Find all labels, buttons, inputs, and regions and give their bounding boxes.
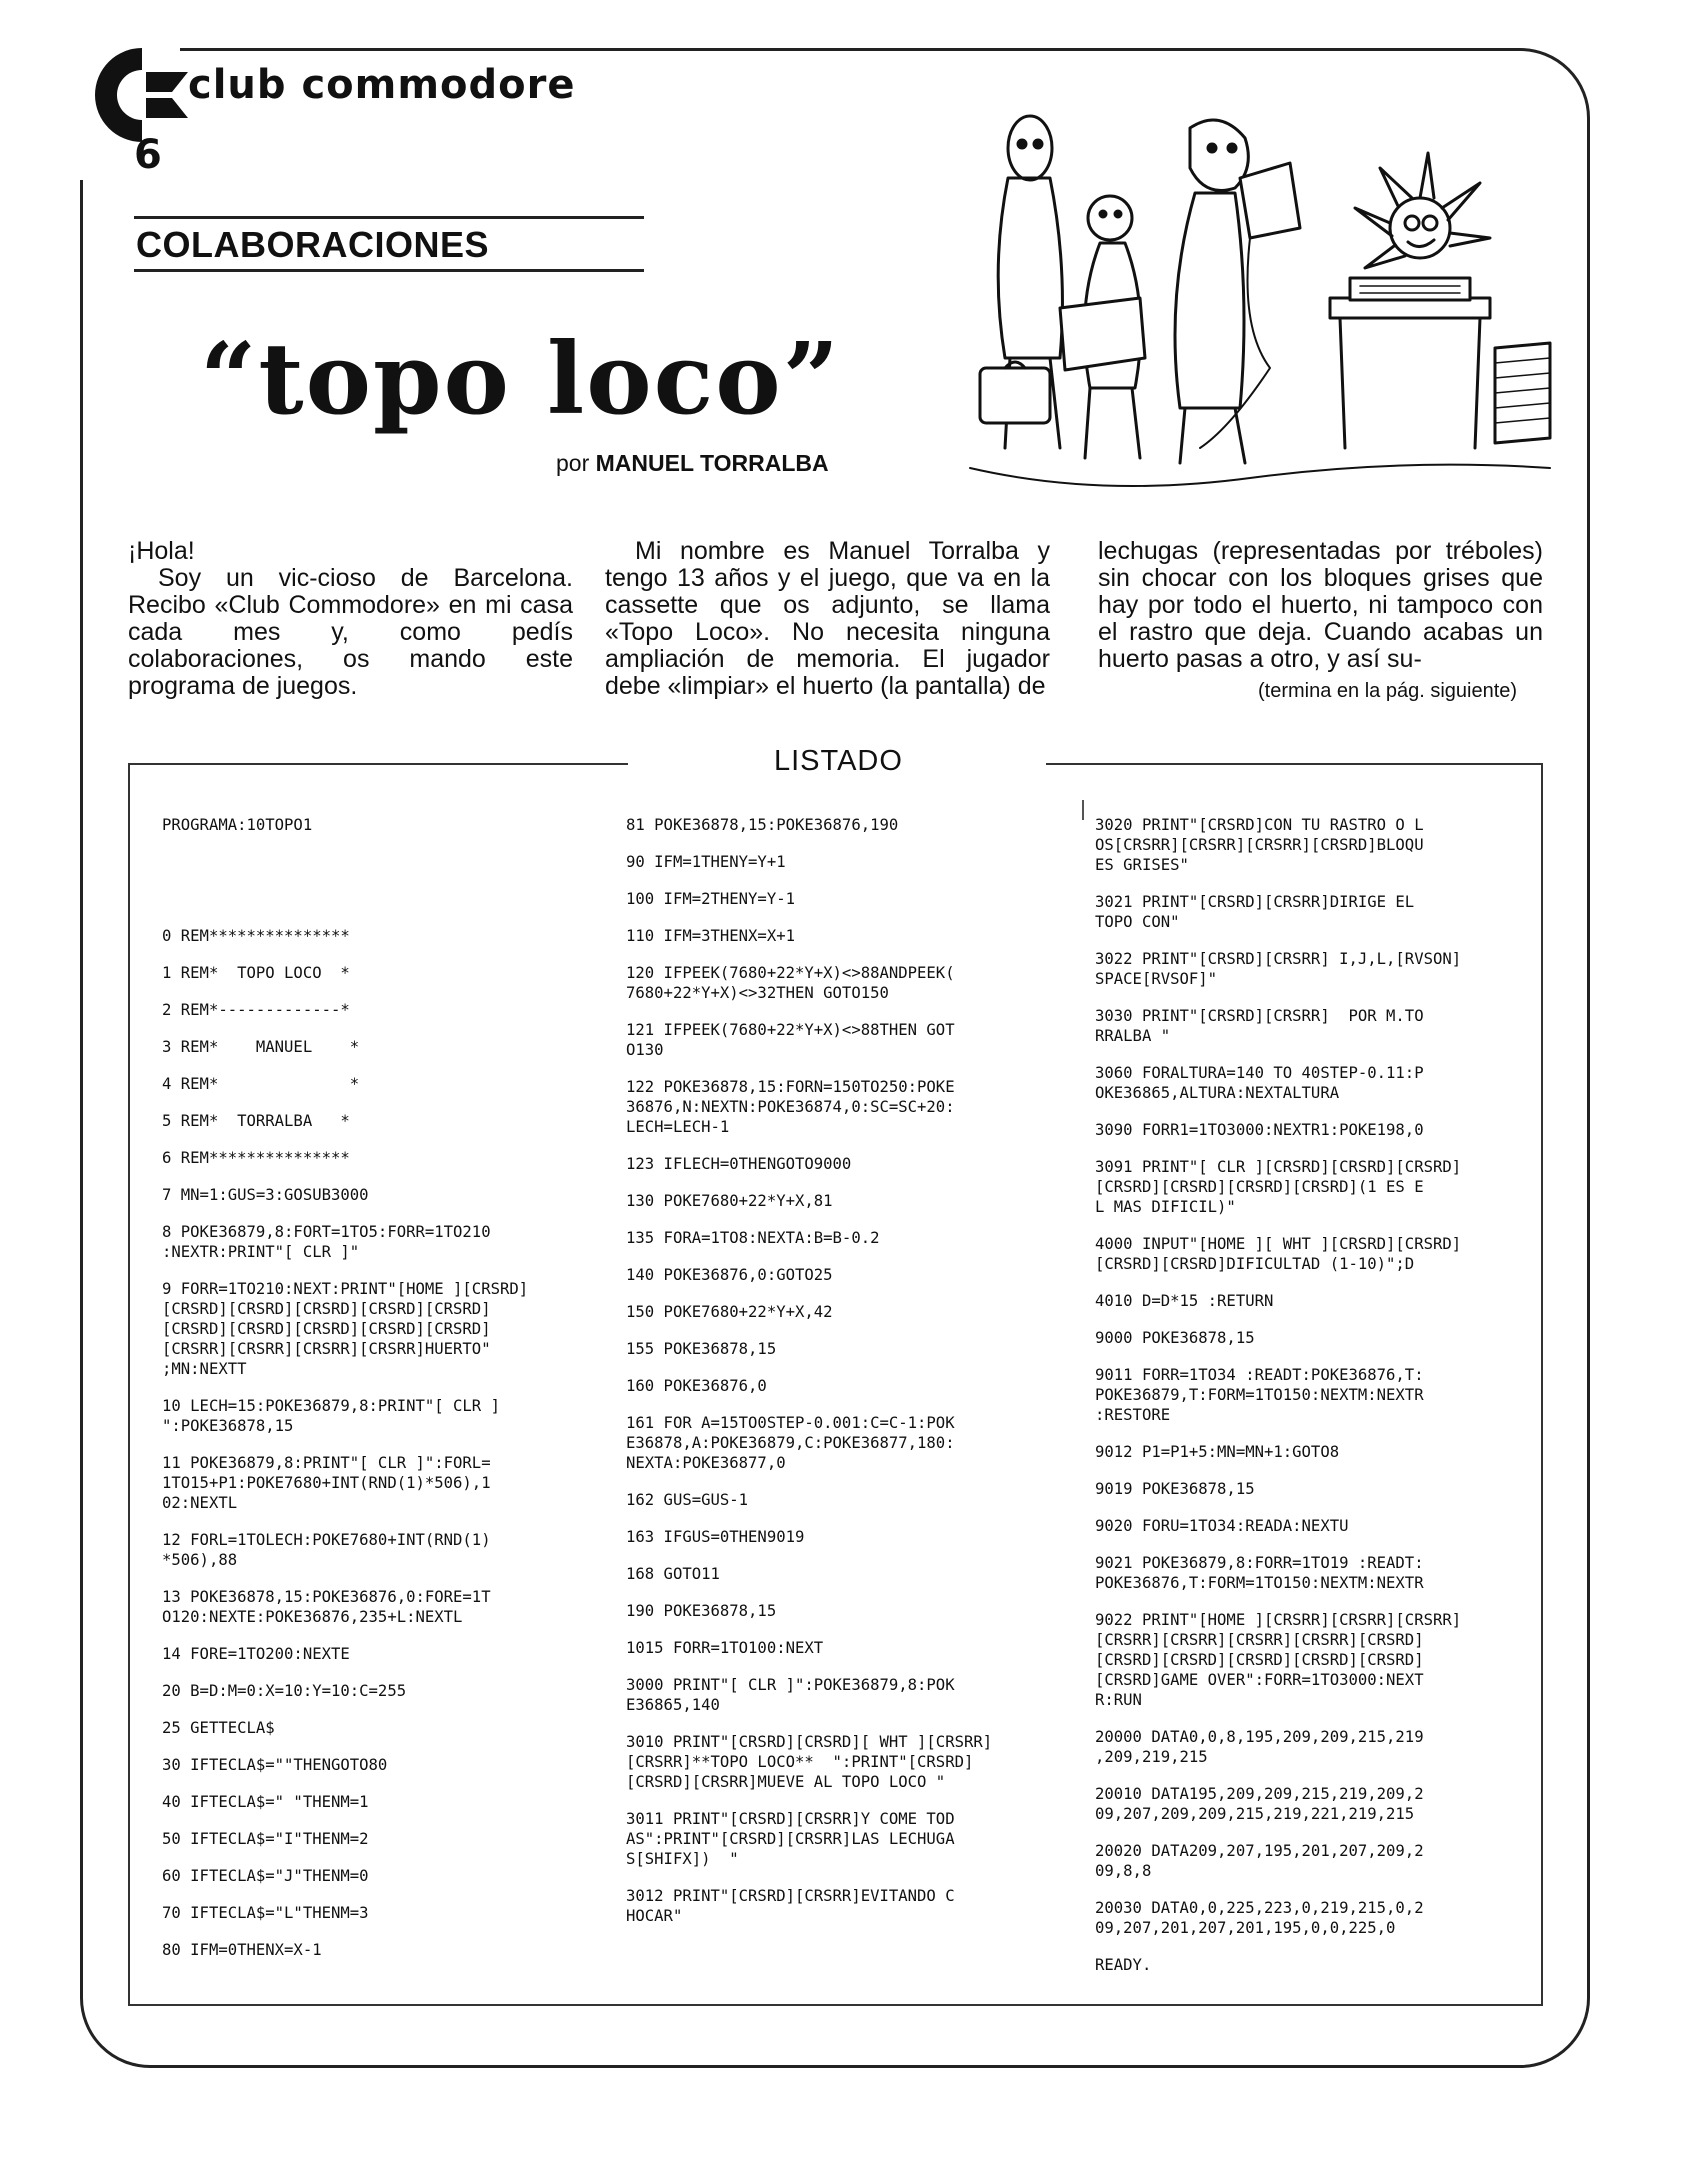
code-line: 50 IFTECLA$="I"THENM=2 xyxy=(162,1830,369,1848)
code-line: 1 REM* TOPO LOCO * xyxy=(162,964,350,982)
byline-prefix: por xyxy=(556,450,590,476)
code-line: 30 IFTECLA$=""THENGOTO80 xyxy=(162,1756,388,1774)
article-column-2 xyxy=(605,538,1050,700)
code-line: 10 LECH=15:POKE36879,8:PRINT"[ CLR ] ":POKE36878,15 xyxy=(162,1397,500,1435)
code-line: 150 POKE7680+22*Y+X,42 xyxy=(626,1303,833,1321)
code-line: 4010 D=D*15 :RETURN xyxy=(1095,1292,1274,1310)
code-line: 4000 INPUT"[HOME ][ WHT ][CRSRD][CRSRD] [CRSRD][CRSRD]DIFICULTAD (1-10)";D xyxy=(1095,1235,1462,1273)
code-line: 11 POKE36879,8:PRINT"[ CLR ]":FORL= 1TO15+P1:POKE7680+INT(RND(1)*506),1 02:NEXTL xyxy=(162,1454,491,1512)
code-line: 3021 PRINT"[CRSRD][CRSRR]DIRIGE EL TOPO CON" xyxy=(1095,893,1415,931)
code-line: 20000 DATA0,0,8,195,209,209,215,219 ,209,219,215 xyxy=(1095,1728,1424,1766)
code-line: 3011 PRINT"[CRSRD][CRSRR]Y COME TOD AS":PRINT"[CRSRD][CRSRR]LAS LECHUGA S[SHIFX]) " xyxy=(626,1810,955,1868)
code-line: 130 POKE7680+22*Y+X,81 xyxy=(626,1192,833,1210)
code-line xyxy=(162,852,602,872)
listing-title: LISTADO xyxy=(774,745,903,777)
article-column-3 xyxy=(1098,538,1543,673)
code-line: 3000 PRINT"[ CLR ]":POKE36879,8:POK E36865,140 xyxy=(626,1676,955,1714)
paragraph: Mi nombre es Manuel Torralba y tengo 13 años y el juego, que va en la cassette que os adjunto, se llama «Topo Loco». No necesita ninguna ampliación de memoria. El jugador debe «limpiar» el huerto (la pantalla) de xyxy=(605,537,1050,700)
code-line: 135 FORA=1TO8:NEXTA:B=B-0.2 xyxy=(626,1229,880,1247)
byline xyxy=(556,450,829,477)
code-line: 161 FOR A=15TO0STEP-0.001:C=C-1:POK E36878,A:POKE36879,C:POKE36877,180: NEXTA:POKE36877,0 xyxy=(626,1414,955,1472)
code-line: 121 IFPEEK(7680+22*Y+X)<>88THEN GOT O130 xyxy=(626,1021,955,1059)
code-line: 13 POKE36878,15:POKE36876,0:FORE=1T O120:NEXTE:POKE36876,235+L:NEXTL xyxy=(162,1588,491,1626)
code-line: 3012 PRINT"[CRSRD][CRSRR]EVITANDO C HOCAR" xyxy=(626,1887,955,1925)
code-line: 20010 DATA195,209,209,215,219,209,2 09,207,209,209,215,219,221,219,215 xyxy=(1095,1785,1424,1823)
code-line: 9022 PRINT"[HOME ][CRSRR][CRSRR][CRSRR] [CRSRR][CRSRR][CRSRR][CRSRR][CRSRD] [CRSRD][CRSRD][CRSRD][CRSRD][CRSRD] [CRSRD]GAME OVER":FORR=1TO3000:NEXT R:RUN xyxy=(1095,1611,1462,1709)
code-line: 3090 FORR1=1TO3000:NEXTR1:POKE198,0 xyxy=(1095,1121,1424,1139)
code-line: 9020 FORU=1TO34:READA:NEXTU xyxy=(1095,1517,1349,1535)
code-line: 120 IFPEEK(7680+22*Y+X)<>88ANDPEEK( 7680+22*Y+X)<>32THEN GOTO150 xyxy=(626,964,955,1002)
code-line: 4 REM* * xyxy=(162,1075,360,1093)
code-line: 20020 DATA209,207,195,201,207,209,2 09,8,8 xyxy=(1095,1842,1424,1880)
code-line: 9021 POKE36879,8:FORR=1TO19 :READT: POKE36876,T:FORM=1TO150:NEXTM:NEXTR xyxy=(1095,1554,1424,1592)
code-line: 190 POKE36878,15 xyxy=(626,1602,777,1620)
code-line: 70 IFTECLA$="L"THENM=3 xyxy=(162,1904,369,1922)
page-number: 6 xyxy=(134,132,162,178)
code-line: 60 IFTECLA$="J"THENM=0 xyxy=(162,1867,369,1885)
code-line: 20030 DATA0,0,225,223,0,219,215,0,2 09,207,201,207,201,195,0,0,225,0 xyxy=(1095,1899,1424,1937)
code-line: 9012 P1=P1+5:MN=MN+1:GOTO8 xyxy=(1095,1443,1340,1461)
article-column-1 xyxy=(128,538,573,700)
code-line: READY. xyxy=(1095,1956,1152,1974)
code-line: 3022 PRINT"[CRSRD][CRSRR] I,J,L,[RVSON] SPACE[RVSOF]" xyxy=(1095,950,1462,988)
code-line: 3091 PRINT"[ CLR ][CRSRD][CRSRD][CRSRD] [CRSRD][CRSRD][CRSRD][CRSRD](1 ES E L MAS DIFICIL)" xyxy=(1095,1158,1462,1216)
code-line: 25 GETTECLA$ xyxy=(162,1719,275,1737)
code-line: 80 IFM=0THENX=X-1 xyxy=(162,1941,322,1959)
author-name: MANUEL TORRALBA xyxy=(595,450,829,476)
code-column-1 xyxy=(162,815,602,1977)
code-line: 168 GOTO11 xyxy=(626,1565,720,1583)
code-line: 100 IFM=2THENY=Y-1 xyxy=(626,890,795,908)
code-line: 5 REM* TORRALBA * xyxy=(162,1112,350,1130)
code-line: 0 REM*************** xyxy=(162,927,350,945)
code-line: 8 POKE36879,8:FORT=1TO5:FORR=1TO210 :NEXTR:PRINT"[ CLR ]" xyxy=(162,1223,491,1261)
section-header xyxy=(134,216,644,272)
code-line: 1015 FORR=1TO100:NEXT xyxy=(626,1639,824,1657)
code-line: 3 REM* MANUEL * xyxy=(162,1038,360,1056)
paragraph: lechugas (representadas por tréboles) sin chocar con los bloques grises que hay por todo el huerto, ni tampoco con el rastro que deja. Cuando acabas un huerto pasas a otro, y así su- xyxy=(1098,537,1543,673)
magazine-title: club commodore xyxy=(188,62,576,108)
continues-note: (termina en la pág. siguiente) xyxy=(1258,680,1518,702)
code-line: 2 REM*-------------* xyxy=(162,1001,350,1019)
paragraph: Soy un vic-cioso de Barcelona. Recibo «Club Commodore» en mi casa cada mes y, como pedís colaboraciones, os mando este programa de juegos. xyxy=(128,564,573,700)
code-line: 9011 FORR=1TO34 :READT:POKE36876,T: POKE36879,T:FORM=1TO150:NEXTM:NEXTR :RESTORE xyxy=(1095,1366,1424,1424)
code-line: 160 POKE36876,0 xyxy=(626,1377,767,1395)
code-line: 140 POKE36876,0:GOTO25 xyxy=(626,1266,833,1284)
code-line: 163 IFGUS=0THEN9019 xyxy=(626,1528,805,1546)
section-title: COLABORACIONES xyxy=(136,224,490,265)
code-line: 12 FORL=1TOLECH:POKE7680+INT(RND(1) *506),88 xyxy=(162,1531,491,1569)
code-column-2 xyxy=(626,815,1066,1943)
code-line: 3060 FORALTURA=140 TO 40STEP-0.11:P OKE36865,ALTURA:NEXTALTURA xyxy=(1095,1064,1424,1102)
code-line: 90 IFM=1THENY=Y+1 xyxy=(626,853,786,871)
code-line: 14 FORE=1TO200:NEXTE xyxy=(162,1645,350,1663)
code-line: 3020 PRINT"[CRSRD]CON TU RASTRO O L OS[CRSRR][CRSRR][CRSRR][CRSRD]BLOQU ES GRISES" xyxy=(1095,816,1424,874)
code-line: 9000 POKE36878,15 xyxy=(1095,1329,1255,1347)
code-line: 9019 POKE36878,15 xyxy=(1095,1480,1255,1498)
code-line: 40 IFTECLA$=" "THENM=1 xyxy=(162,1793,369,1811)
code-line: 9 FORR=1TO210:NEXT:PRINT"[HOME ][CRSRD] [CRSRD][CRSRD][CRSRD][CRSRD][CRSRD] [CRSRD][CRSRD][CRSRD][CRSRD][CRSRD] [CRSRR][CRSRR][CRSRR][CRSRR]HUERTO" ;MN:NEXTT xyxy=(162,1280,529,1378)
code-line: 81 POKE36878,15:POKE36876,190 xyxy=(626,816,899,834)
code-line: 162 GUS=GUS-1 xyxy=(626,1491,749,1509)
code-line: 123 IFLECH=0THENGOTO9000 xyxy=(626,1155,852,1173)
article-title: “topo loco” xyxy=(200,322,842,437)
code-column-3 xyxy=(1095,815,1535,1992)
code-line: 6 REM*************** xyxy=(162,1149,350,1167)
code-line: 7 MN=1:GUS=3:GOSUB3000 xyxy=(162,1186,369,1204)
code-line: 110 IFM=3THENX=X+1 xyxy=(626,927,795,945)
code-line xyxy=(162,889,602,909)
cartoon-illustration xyxy=(950,108,1560,508)
paragraph: ¡Hola! xyxy=(128,537,195,565)
code-line: 3010 PRINT"[CRSRD][CRSRD][ WHT ][CRSRR] [CRSRR]**TOPO LOCO** ":PRINT"[CRSRD] [CRSRD][CRSRR]MUEVE AL TOPO LOCO " xyxy=(626,1733,993,1791)
code-line: PROGRAMA:10TOPO1 xyxy=(162,816,313,834)
code-line: 122 POKE36878,15:FORN=150TO250:POKE 36876,N:NEXTN:POKE36874,0:SC=SC+20: LECH=LECH-1 xyxy=(626,1078,955,1136)
code-line: 20 B=D:M=0:X=10:Y=10:C=255 xyxy=(162,1682,407,1700)
code-line: 155 POKE36878,15 xyxy=(626,1340,777,1358)
code-line: 3030 PRINT"[CRSRD][CRSRR] POR M.TO RRALBA " xyxy=(1095,1007,1424,1045)
